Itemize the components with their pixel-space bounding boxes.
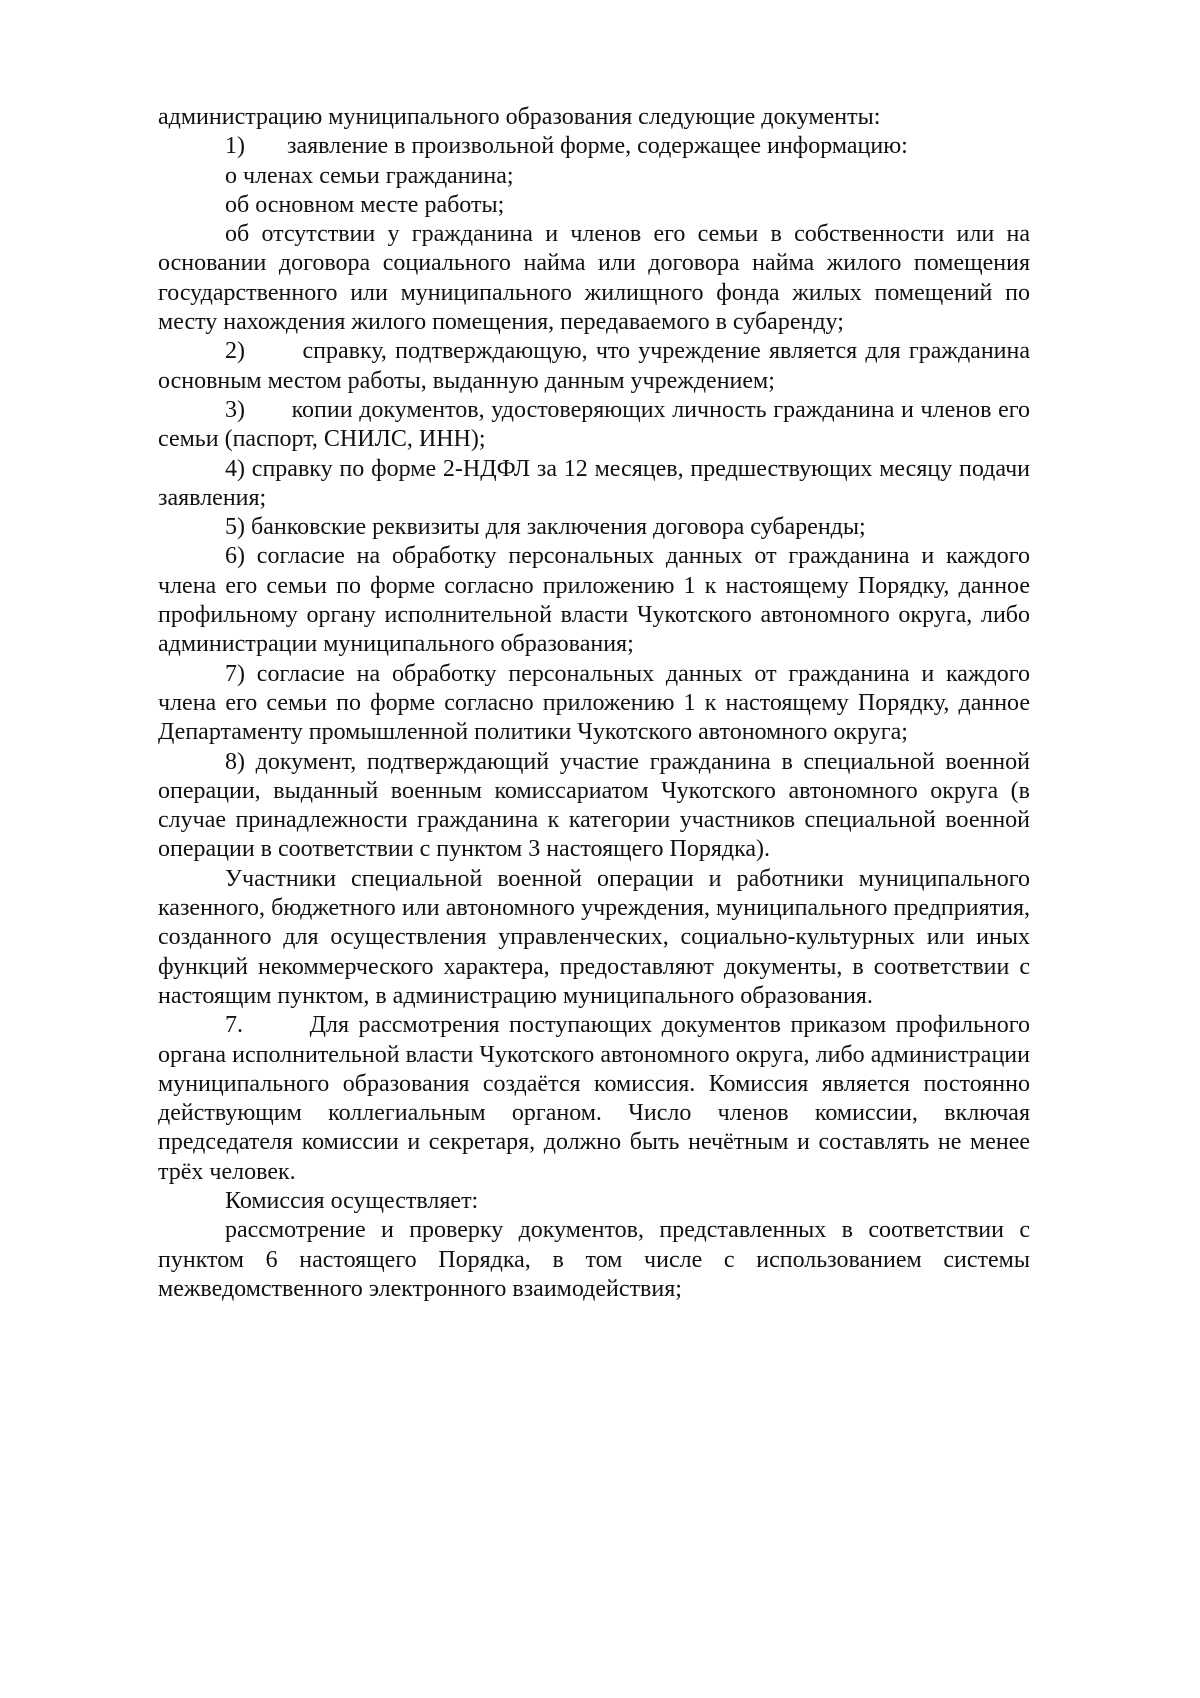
- document-page: [158, 103, 1030, 1304]
- paragraph-participants: Участники специальной военной операции и работники муниципального казенного, бюджетного или автономного учреждения, муниципального предприятия, созданного для осуществления управленческих, социально-культурных или иных функций некоммерческого характера, предоставляют документы, в соответствии с настоящим пунктом, в администрацию муниципального образования.: [158, 865, 1030, 1009]
- paragraph-section-7: 7. Для рассмотрения поступающих документов приказом профильного органа исполнительной власти Чукотского автономного округа, либо администрации муниципального образования создаётся комиссия. Комиссия является постоянно действующим коллегиальным органом. Число членов комиссии, включая председателя комиссии и секретаря, должно быть нечётным и составлять не менее трёх человек.: [158, 1012, 1030, 1185]
- paragraph-item-4: 4) справку по форме 2-НДФЛ за 12 месяцев, предшествующих месяцу подачи заявления;: [158, 455, 1030, 511]
- paragraph-item-8: 8) документ, подтверждающий участие гражданина в специальной военной операции, выданный военным комиссариатом Чукотского автономного округа (в случае принадлежности гражданина к категории участников специальной военной операции в соответствии с пунктом 3 настоящего Порядка).: [158, 748, 1030, 863]
- paragraph-continuation: администрацию муниципального образования следующие документы:: [158, 104, 881, 130]
- paragraph-commission-performs: Комиссия осуществляет:: [225, 1187, 479, 1214]
- paragraph-item-7: 7) согласие на обработку персональных данных от гражданина и каждого члена его семьи по форме согласно приложению 1 к настоящему Порядку, данное Департаменту промышленной политики Чукотского автономного округа;: [158, 660, 1030, 746]
- paragraph-workplace: об основном месте работы;: [225, 191, 505, 218]
- paragraph-no-property: об отсутствии у гражданина и членов его семьи в собственности или на основании договора социального найма или договора найма жилого помещения государственного или муниципального жилищного фонда жилых помещений по месту нахождения жилого помещения, передаваемого в субаренду;: [158, 221, 1030, 336]
- paragraph-document-review: рассмотрение и проверку документов, представленных в соответствии с пунктом 6 настоящего Порядка, в том числе с использованием системы межведомственного электронного взаимодействия;: [158, 1217, 1030, 1302]
- paragraph-item-5: 5) банковские реквизиты для заключения договора субаренды;: [225, 514, 866, 541]
- paragraph-item-2: 2) справку, подтверждающую, что учреждение является для гражданина основным местом работы, выданную данным учреждением;: [158, 338, 1030, 394]
- paragraph-item-3: 3) копии документов, удостоверяющих личность гражданина и членов его семьи (паспорт, СНИЛС, ИНН);: [158, 396, 1030, 453]
- paragraph-family-members: о членах семьи гражданина;: [225, 162, 514, 189]
- paragraph-item-1: 1) заявление в произвольной форме, содержащее информацию:: [225, 133, 908, 160]
- paragraph-item-6: 6) согласие на обработку персональных данных от гражданина и каждого члена его семьи по форме согласно приложению 1 к настоящему Порядку, данное профильному органу исполнительной власти Чукотского автономного округа, либо администрации муниципального образования;: [158, 543, 1030, 658]
